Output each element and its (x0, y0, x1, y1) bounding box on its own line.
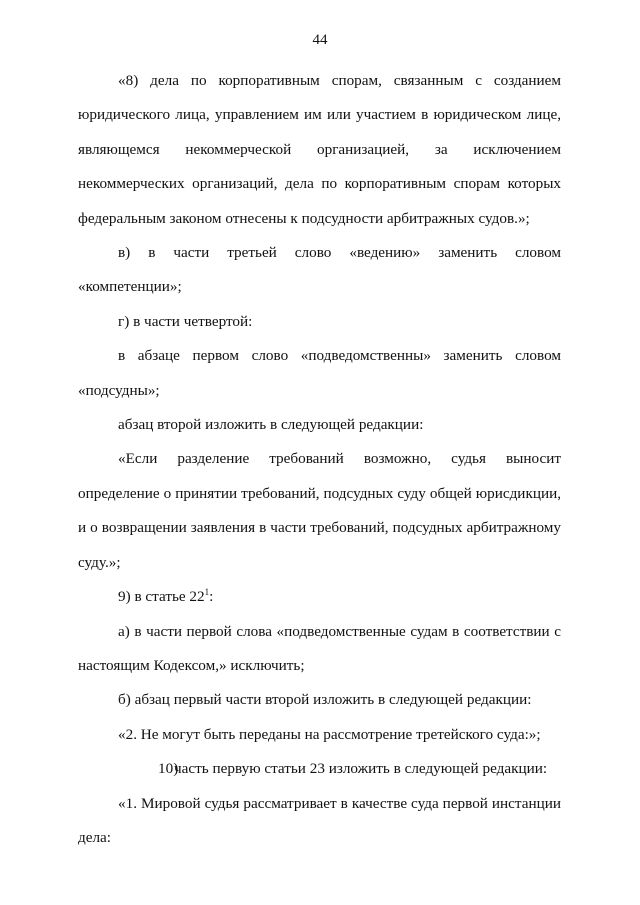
paragraph-item-g: г) в части четвертой: (118, 312, 253, 330)
paragraph-first-abzac: в абзаце первом слово «подведомственны» заменить словом «подсудны»; (78, 347, 561, 399)
paragraph-item-a: а) в части первой слова «подведомственные судам в соответствии с настоящим Кодексом,» исключить; (78, 622, 561, 674)
paragraph-quote-separation: «Если разделение требований возможно, судья выносит определение о принятии требований, подсудных суду общей юрисдикции, и о возвращении заявления в части требований, подсудных арбитражному суду.»; (78, 450, 561, 571)
item-9-prefix: 9) в статье 22 (118, 588, 205, 606)
paragraph-item-10 (78, 752, 561, 786)
paragraph-quote-arbitration: «2. Не могут быть переданы на рассмотрение третейского суда:»; (118, 725, 541, 743)
item-10-text: часть первую статьи 23 изложить в следующей редакции: (174, 760, 548, 778)
paragraph-quote-magistrate: «1. Мировой судья рассматривает в качестве суда первой инстанции дела: (78, 794, 561, 846)
document-body (78, 64, 561, 855)
item-9-suffix: : (209, 588, 214, 606)
item-9-superscript: 1 (204, 587, 210, 598)
paragraph-item-8: «8) дела по корпоративным спорам, связанным с созданием юридического лица, управлением им или участием в юридическом лице, являющемся некоммерческой организацией, за исключением некоммерческих организаций, дела по корпоративным спорам которых федеральным законом отнесены к подсудности арбитражных судов.»; (78, 72, 561, 227)
item-10-number: 10) (158, 760, 179, 778)
paragraph-item-v: в) в части третьей слово «ведению» заменить словом «компетенции»; (78, 244, 561, 296)
paragraph-second-abzac: абзац второй изложить в следующей редакции: (118, 416, 424, 434)
paragraph-item-b: б) абзац первый части второй изложить в следующей редакции: (118, 691, 532, 709)
paragraph-item-9 (78, 580, 561, 614)
page-number: 44 (312, 32, 328, 48)
